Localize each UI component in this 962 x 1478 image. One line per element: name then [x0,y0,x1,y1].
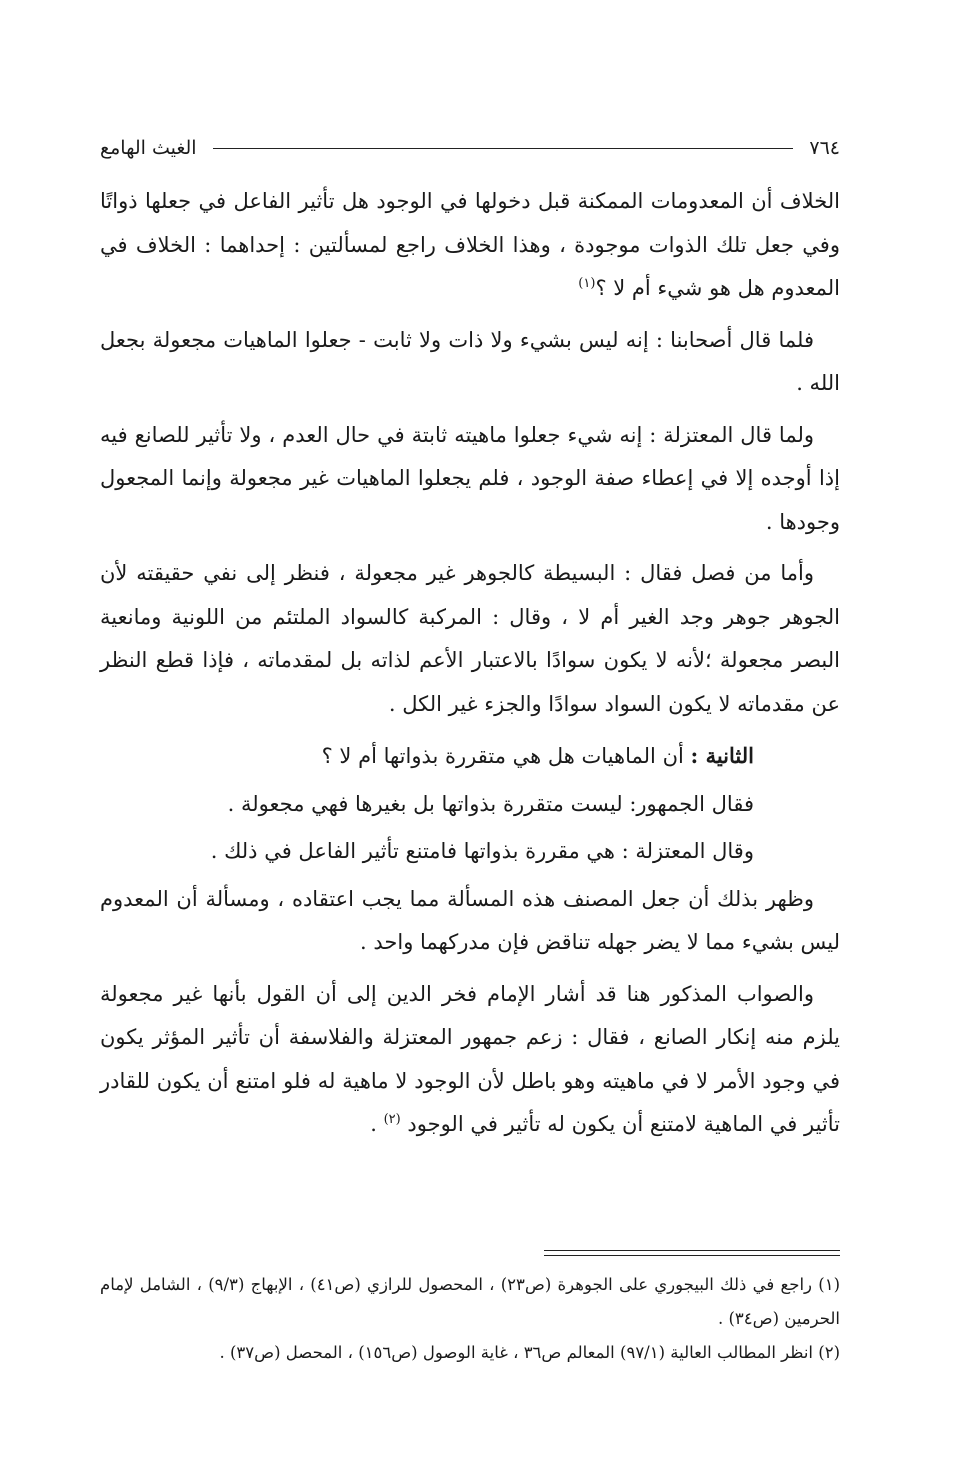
paragraph-text: الخلاف أن المعدومات الممكنة قبل دخولها في الوجود هل تأثير الفاعل في جعلها ذواتًا وفي جعل تلك الذوات موجودة ، وهذا الخلاف راجع لمسألتين : إحداهما : الخلاف في المعدوم هل هو شيء أم لا ؟ [100,189,840,300]
paragraph-text: وظهر بذلك أن جعل المصنف هذه المسألة مما يجب اعتقاده ، ومسألة أن المعدوم ليس بشيء مما لا يضر جهله تناقض فإن مدركهما واحد . [100,886,840,954]
second-issue [100,734,840,779]
jumhur-view [100,783,840,827]
sub-line-text: وقال المعتزلة : هي مقررة بذواتها فامتنع تأثير الفاعل في ذلك . [210,839,754,863]
book-title: الغيث الهامع [100,137,197,159]
main-text [100,180,840,1147]
paragraph-text: والصواب المذكور هنا قد أشار الإمام فخر الدين إلى أن القول بأنها غير مجعولة يلزم منه إنكار الصانع ، فقال : زعم جمهور المعتزلة والفلاسفة أن تأثير المؤثر يكون في وجود الأمر لا في ماهيته وهو باطل لأن الوجود لا ماهية له فلو امتنع أن يكون للقادر تأثير في الماهية لامتنع أن يكون له تأثير في الوجود [100,981,840,1136]
second-issue-text: أن الماهيات هل هي متقررة بذواتها أم لا ؟ [321,744,684,768]
sub-line-text: فقال الجمهور: ليست متقررة بذواتها بل بغيرها فهي مجعولة . [227,791,754,816]
paragraph-4 [100,552,840,726]
footnote-separator [544,1250,840,1256]
paragraph-text: وأما من فصل فقال : البسيطة كالجوهر غير مجعولة ، فنظر إلى نفي حقيقته لأن الجوهر جوهر وجد الغير أم لا ، وقال : المركبة كالسواد الملتئم من اللونية ومانعية البصر مجعولة ؛لأنه لا يكون سوادًا بالاعتبار الأعم لذاته بل لمقدماته ، فإذا قطع النظر عن مقدماته لا يكون السواد سوادًا والجزء غير الكل . [100,561,840,716]
paragraph-6 [100,973,840,1147]
footnote-ref-2[interactable]: (٢) [383,1112,401,1127]
second-issue-label: الثانية : [690,743,754,768]
paragraph-3 [100,414,840,545]
footnote-ref-1[interactable]: (١) [578,276,596,291]
page-number: ٧٦٤ [809,137,840,159]
paragraph-2 [100,319,840,406]
footnote-2: (٢) انظر المطالب العالية (٩٧/١) المعالم ص٣٦ ، غاية الوصول (ص١٥٦) ، المحصل (ص٣٧) . [219,1343,840,1362]
paragraph-text: ولما قال المعتزلة : إنه شيء جعلوا ماهيته ثابتة في حال العدم ، ولا تأثير للصانع فيه إذا أوجده إلا في إعطاء صفة الوجود ، فلم يجعلوا الماهيات غير مجعولة وإنما المجعول وجودها . [100,422,840,534]
footnote-1: (١) راجع في ذلك البيجوري على الجوهرة (ص٢٣) ، المحصول للرازي (ص٤١) ، الإبهاج (٩/٣) ، الشامل لإمام الحرمين (ص٣٤) . [100,1275,841,1328]
book-page [100,130,840,1420]
paragraph-end: . [370,1112,384,1136]
mutazila-view [100,830,840,874]
paragraph-5 [100,878,840,965]
running-header [100,130,840,166]
paragraph-text: فلما قال أصحابنا : إنه ليس بشيء ولا ذات ولا ثابت - جعلوا الماهيات مجعولة بجعل الله . [100,327,840,395]
header-rule [213,148,794,149]
paragraph-1 [100,180,840,311]
footnotes [100,1268,840,1370]
